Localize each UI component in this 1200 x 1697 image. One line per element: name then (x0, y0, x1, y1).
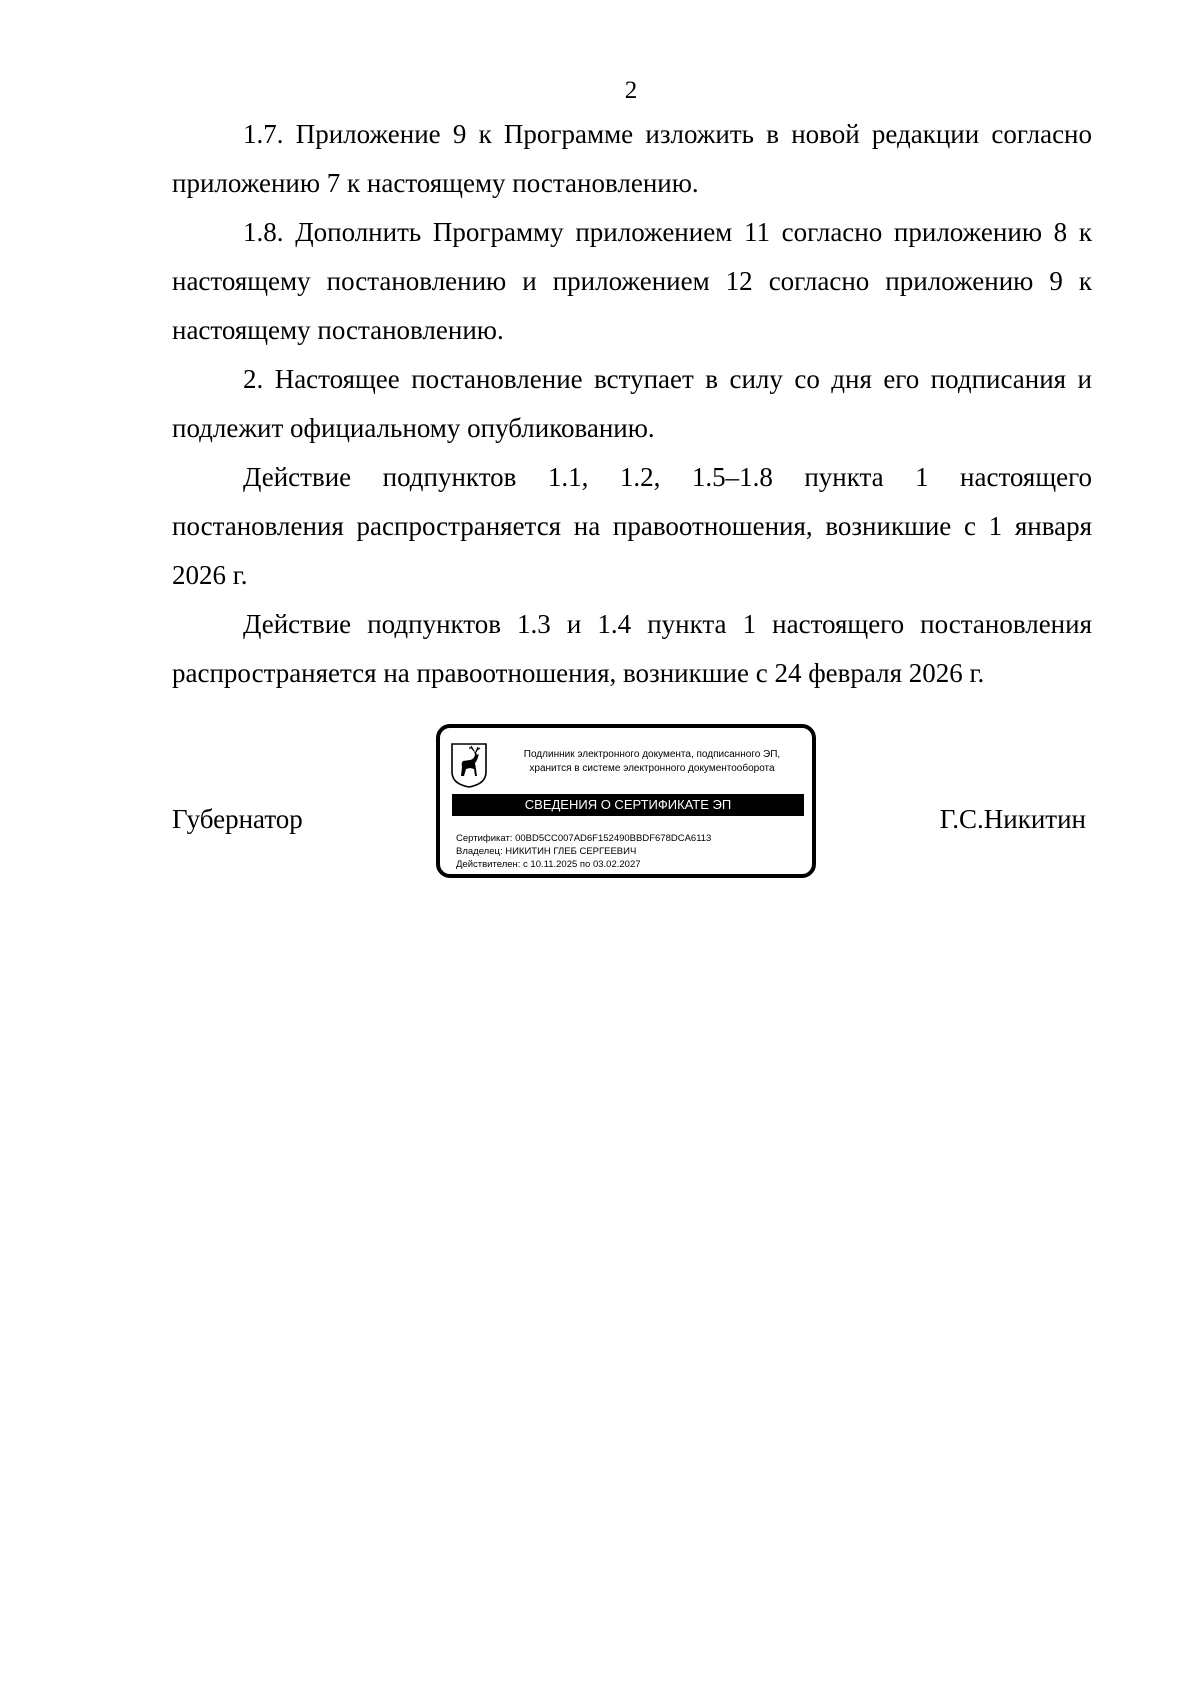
document-body (172, 110, 1092, 698)
paragraph-effect-1: Действие подпунктов 1.1, 1.2, 1.5–1.8 пункта 1 настоящего постановления распространяется на правоотношения, возникшие с 1 января 2026 г. (172, 462, 1092, 590)
certificate-serial: Сертификат: 00BD5CC007AD6F152490BBDF678DCA6113 (456, 833, 712, 844)
stamp-notice (500, 748, 804, 776)
stamp-header-bar: СВЕДЕНИЯ О СЕРТИФИКАТЕ ЭП (452, 794, 804, 816)
page-number: 2 (624, 77, 638, 104)
stamp-notice-line-2: хранится в системе электронного документооборота (529, 763, 775, 774)
paragraph-1-7: 1.7. Приложение 9 к Программе изложить в новой редакции согласно приложению 7 к настоящему постановлению. (172, 119, 1092, 198)
paragraph-1-8: 1.8. Дополнить Программу приложением 11 согласно приложению 8 к настоящему постановлению и приложением 12 согласно приложению 9 к настоящему постановлению. (172, 217, 1092, 345)
coat-of-arms-deer-icon (450, 742, 488, 788)
signatory-name: Г.С.Никитин (939, 804, 1086, 834)
certificate-owner: Владелец: НИКИТИН ГЛЕБ СЕРГЕЕВИЧ (456, 846, 637, 857)
certificate-validity: Действителен: с 10.11.2025 по 03.02.2027 (456, 859, 641, 870)
signature-block (172, 724, 1092, 884)
paragraph-2: 2. Настоящее постановление вступает в силу со дня его подписания и подлежит официальному опубликованию. (172, 364, 1092, 443)
signatory-title: Губернатор (172, 804, 303, 834)
stamp-notice-line-1: Подлинник электронного документа, подписанного ЭП, (523, 749, 781, 760)
stamp-certificate-details (456, 832, 711, 871)
electronic-signature-stamp (436, 724, 816, 878)
paragraph-effect-2: Действие подпунктов 1.3 и 1.4 пункта 1 настоящего постановления распространяется на правоотношения, возникшие с 24 февраля 2026 г. (172, 609, 1092, 688)
